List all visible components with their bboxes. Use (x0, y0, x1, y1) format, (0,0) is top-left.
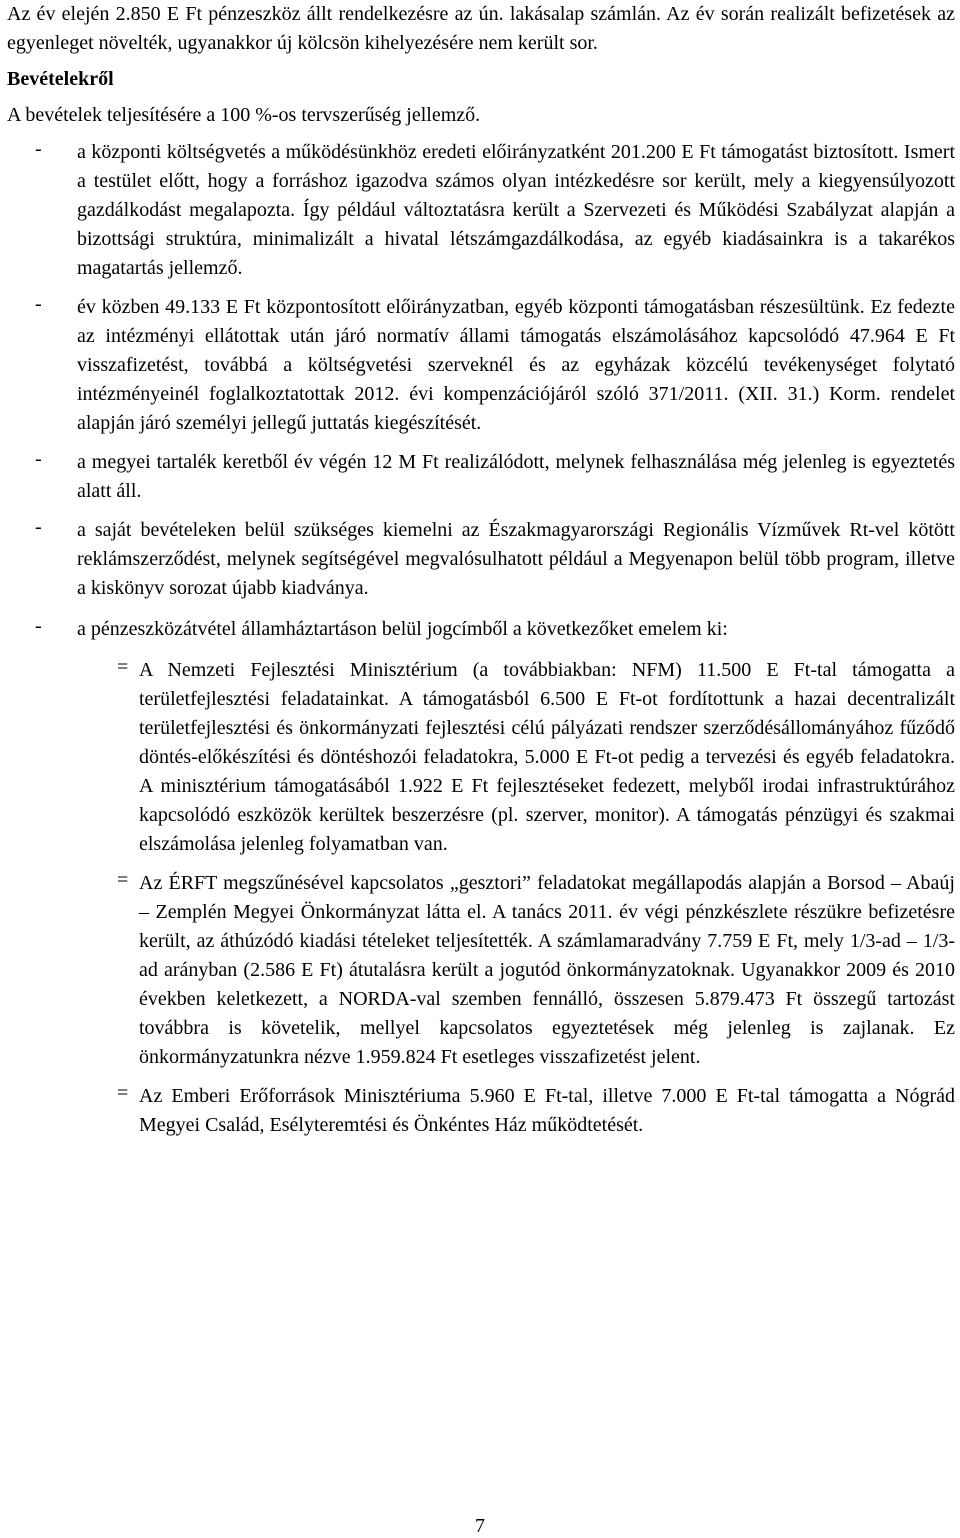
list-item (7, 615, 955, 644)
list-item (7, 448, 955, 506)
list-item-text: a központi költségvetés a működésünkhöz eredeti előirányzatként 201.200 E Ft támogatást biztosított. Ismert a testület előtt, hogy a forráshoz igazodva számos olyan intézkedésre sor került, mely a kiegyensúlyozott gazdálkodást megalapozta. Így például változtatásra került a Szervezeti és Működési Szabályzat alapján a bizottsági struktúra, minimalizált a hivatal létszámgazdálkodása, az egyéb kiadásainkra is a takarékos magatartás jellemző. (77, 141, 955, 279)
list-item (7, 138, 955, 283)
equals-marker: = (117, 869, 129, 891)
sub-list-item-text: A Nemzeti Fejlesztési Minisztérium (a továbbiakban: NFM) 11.500 E Ft-tal támogatta a területfejlesztési feladatainkat. A támogatásból 6.500 E Ft-ot fordítottunk a hazai decentralizált területfejlesztési és önkormányzati fejlesztési célú pályázati rendszer szerződésállományához fűződő döntés-előkészítési és döntéshozói feladatokra, 5.000 E Ft-ot pedig a tervezési és egyéb feladatokra. A minisztérium támogatásából 1.922 E Ft fejlesztéseket fedezett, melyből irodai infrastruktúrához kapcsolódó eszközök kerültek beszerzésre (pl. szerver, monitor). A támogatás pénzügyi és szakmai elszámolása jelenleg folyamatban van. (139, 659, 955, 855)
sub-list-item (7, 1082, 955, 1140)
list-item (7, 293, 955, 438)
list-item-text: a saját bevételeken belül szükséges kiemelni az Északmagyarországi Regionális Vízművek Rt-vel kötött reklámszerződést, melynek segítségével megvalósulhatott például a Megyenapon belül több program, illetve a kiskönyv sorozat újabb kiadványa. (77, 519, 955, 599)
sub-list-item (7, 656, 955, 859)
sub-list-item (7, 869, 955, 1072)
dash-marker: - (35, 138, 42, 160)
dash-marker: - (35, 448, 42, 470)
equals-marker: = (117, 656, 129, 678)
page-number: 7 (475, 1515, 485, 1537)
sub-list-item-text: Az ÉRFT megszűnésével kapcsolatos „gesztori” feladatokat megállapodás alapján a Borsod – Abaúj – Zemplén Megyei Önkormányzat látta el. A tanács 2011. év végi pénzkészlete részükre befizetésre került, az áthúzódó kiadási tételeket teljesítették. A számlamaradvány 7.759 E Ft, mely 1/3-ad – 1/3-ad arányban (2.586 E Ft) átutalásra került a jogutód önkormányzatoknak. Ugyanakkor 2009 és 2010 években keletkezett, a NORDA-val szemben fennálló, összesen 5.879.473 Ft összegű tartozást továbbra is követelik, mellyel kapcsolatos egyeztetések még jelenleg is zajlanak. Ez önkormányzatunkra nézve 1.959.824 Ft esetleges visszafizetést jelent. (139, 872, 955, 1068)
dash-marker: - (35, 516, 42, 538)
section-heading: Bevételekről (7, 68, 114, 90)
lead-paragraph: A bevételek teljesítésére a 100 %-os tervszerűség jellemző. (7, 104, 481, 126)
intro-paragraph: Az év elején 2.850 E Ft pénzeszköz állt rendelkezésre az ún. lakásalap számlán. Az év során realizált befizetések az egyenleget növelték, ugyanakkor új kölcsön kihelyezésére nem került sor. (7, 3, 955, 54)
list-item-text: a megyei tartalék keretből év végén 12 M Ft realizálódott, melynek felhasználása még jelenleg is egyeztetés alatt áll. (77, 451, 955, 502)
sub-list-item-text: Az Emberi Erőforrások Minisztériuma 5.960 E Ft-tal, illetve 7.000 E Ft-tal támogatta a Nógrád Megyei Család, Esélyteremtési és Önkéntes Ház működtetését. (139, 1085, 955, 1136)
list-item-text: év közben 49.133 E Ft központosított előirányzatban, egyéb központi támogatásban részesültünk. Ez fedezte az intézményi ellátottak után járó normatív állami támogatás elszámolásához kapcsolódó 47.964 E Ft visszafizetést, továbbá a költségvetési szerveknél és az egyházak közcélú tevékenységet folytató intézményeinél foglalkoztatottak 2012. évi kompenzációjáról szóló 371/2011. (XII. 31.) Korm. rendelet alapján járó személyi jellegű juttatás kiegészítését. (77, 296, 955, 434)
dash-marker: - (35, 293, 42, 315)
document-page (7, 0, 955, 1140)
list-item-text: a pénzeszközátvétel államháztartáson belül jogcímből a következőket emelem ki: (77, 618, 728, 640)
list-item (7, 516, 955, 603)
dash-marker: - (35, 615, 42, 637)
equals-marker: = (117, 1082, 129, 1104)
